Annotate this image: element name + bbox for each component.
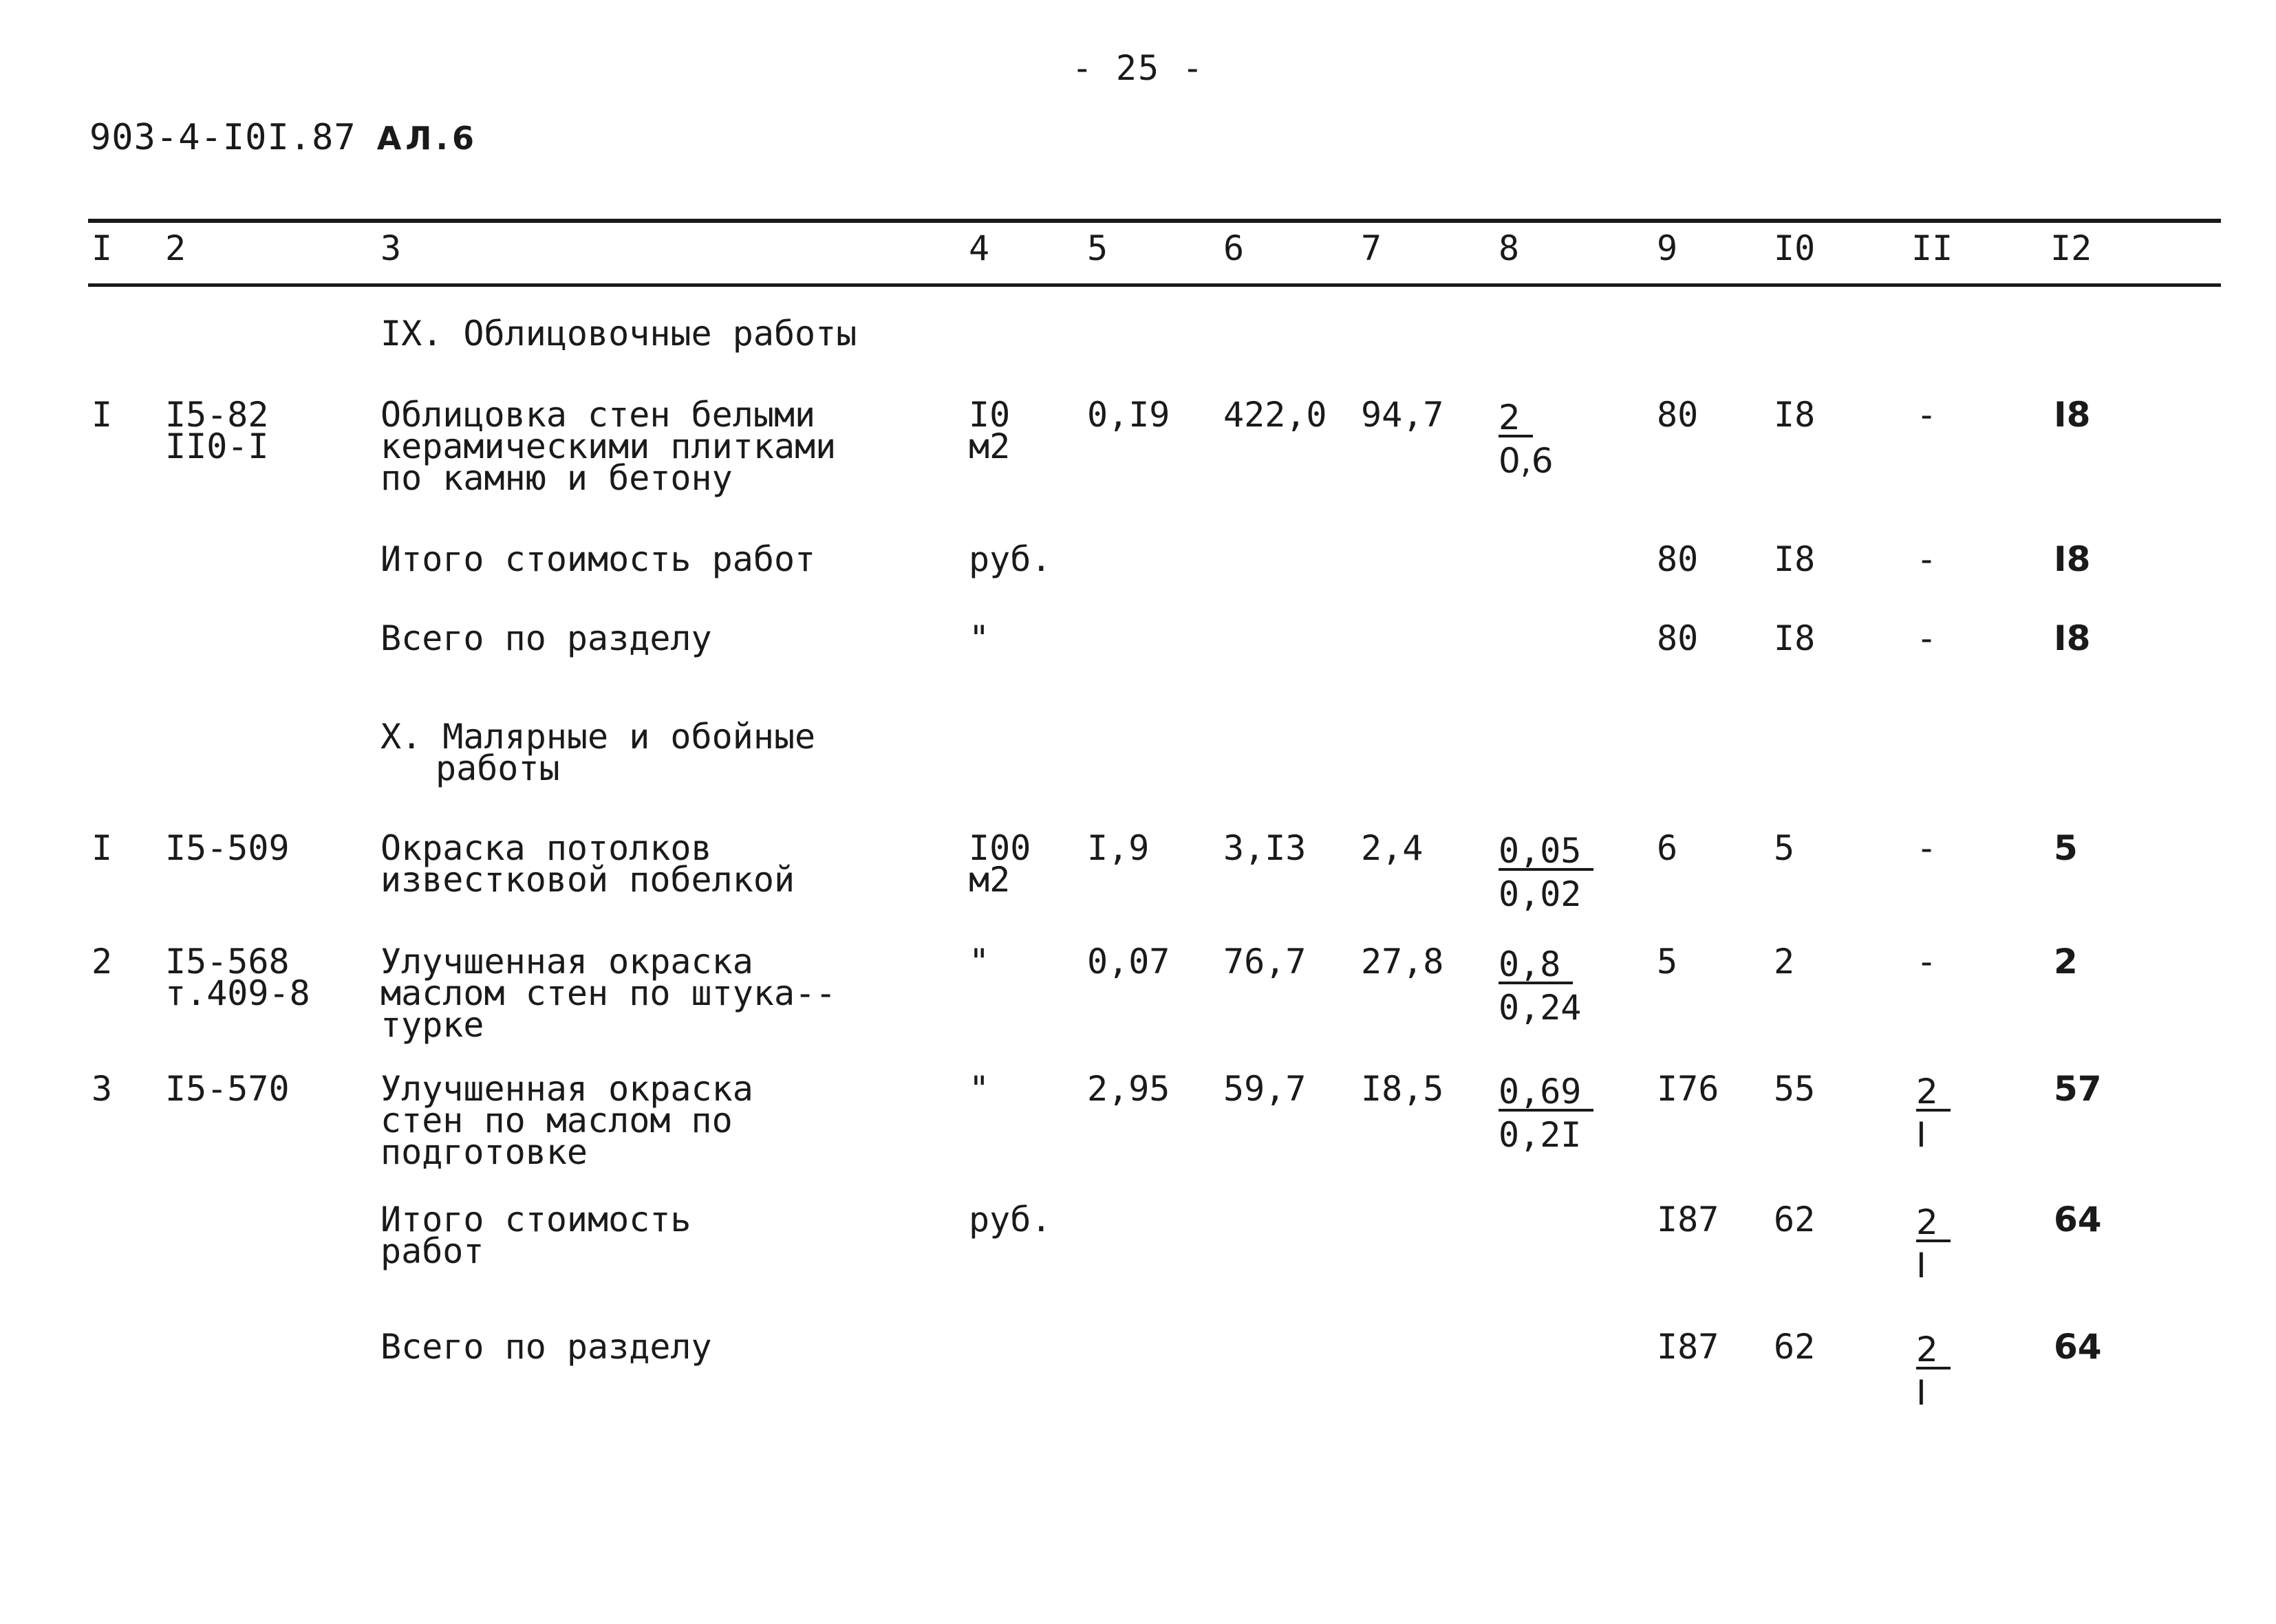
col10-value: 62 [1774, 1200, 1816, 1239]
unit: I0 м2 [969, 395, 1011, 466]
col11-value: - [1916, 828, 1937, 868]
col11-fraction: $\frac{2}{I}$ [1916, 1072, 1951, 1154]
col11-value: - [1916, 942, 1937, 982]
work-description: Улучшенная окраска маслом стен по штука-- турке [380, 942, 837, 1045]
rate-code: I5-82 II0-I [165, 395, 269, 466]
col12-value: 5 [2054, 828, 2078, 868]
unit: I00 м2 [969, 828, 1031, 900]
document-code [89, 117, 478, 158]
col9-value: 5 [1657, 942, 1678, 982]
column-header: 6 [1223, 228, 1245, 268]
col9-value: I76 [1657, 1069, 1719, 1109]
work-description: Облицовка стен белыми керамическими плитками по камню и бетону [380, 395, 837, 498]
quantity: I,9 [1087, 828, 1150, 868]
col7-value: I8,5 [1361, 1069, 1444, 1109]
column-header: I2 [2050, 228, 2092, 268]
document-code-text: 903-4-I0I.87 [89, 117, 356, 158]
column-header: 9 [1657, 228, 1678, 268]
col10-value: I8 [1774, 539, 1816, 579]
column-header: 4 [969, 228, 990, 268]
column-header: 8 [1499, 228, 1520, 268]
col7-value: 2,4 [1361, 828, 1424, 868]
subtotal-label: Итого стоимость работ [380, 1200, 691, 1271]
row-number: 2 [92, 942, 113, 982]
column-header: 7 [1361, 228, 1382, 268]
col12-value: I8 [2054, 618, 2091, 658]
column-header: 5 [1087, 228, 1108, 268]
total-label: Всего по разделу [380, 1327, 712, 1367]
rate-code: I5-570 [165, 1069, 290, 1109]
col10-value: 62 [1774, 1327, 1816, 1367]
total-unit: " [969, 618, 990, 658]
col10-value: I8 [1774, 618, 1816, 658]
col11-value: - [1916, 618, 1937, 658]
row-number: I [92, 395, 113, 435]
subtotal-label: Итого стоимость работ [380, 539, 816, 579]
rate-code: I5-509 [165, 828, 290, 868]
col12-value: 64 [2054, 1327, 2102, 1367]
col12-value: I8 [2054, 539, 2091, 579]
quantity: 2,95 [1087, 1069, 1170, 1109]
unit-price: 3,I3 [1223, 828, 1307, 868]
subtotal-unit: руб. [969, 539, 1052, 579]
col9-value: 80 [1657, 618, 1699, 658]
col9-value: I87 [1657, 1200, 1719, 1239]
col10-value: I8 [1774, 395, 1816, 435]
column-header: II [1911, 228, 1953, 268]
row-number: I [92, 828, 113, 868]
col12-value: I8 [2054, 395, 2091, 435]
col12-value: 64 [2054, 1200, 2102, 1239]
work-description: Улучшенная окраска стен по маслом по подготовке [380, 1069, 753, 1172]
total-label: Всего по разделу [380, 618, 712, 658]
subtotal-unit: руб. [969, 1200, 1052, 1239]
handwritten-mark: АЛ.6 [376, 120, 478, 157]
row-number: 3 [92, 1069, 113, 1109]
col12-value: 2 [2054, 942, 2078, 982]
page-number: - 25 - [1071, 48, 1205, 88]
work-description: Окраска потолков известковой побелкой [380, 828, 795, 900]
col8-fraction: $\frac{0,05}{0,02}$ [1499, 831, 1593, 913]
col10-value: 2 [1774, 942, 1795, 982]
rate-code: I5-568 т.409-8 [165, 942, 310, 1013]
col12-value: 57 [2054, 1069, 2102, 1109]
unit-price: 76,7 [1223, 942, 1307, 982]
col11-value: - [1916, 539, 1937, 579]
quantity: 0,07 [1087, 942, 1170, 982]
table-top-rule [88, 219, 2221, 223]
col8-fraction: $\frac{0,69}{0,2I}$ [1499, 1072, 1593, 1154]
table-header-rule [88, 283, 2221, 287]
section-title: IX. Облицовочные работы [380, 314, 857, 354]
quantity: 0,I9 [1087, 395, 1170, 435]
col10-value: 55 [1774, 1069, 1816, 1109]
col9-value: 6 [1657, 828, 1678, 868]
unit-price: 422,0 [1223, 395, 1327, 435]
unit-price: 59,7 [1223, 1069, 1307, 1109]
col8-fraction: $\frac{0,8}{0,24}$ [1499, 944, 1582, 1028]
col11-value: - [1916, 395, 1937, 435]
col11-fraction: $\frac{2}{I}$ [1916, 1202, 1951, 1285]
col8-fraction: $\frac{2}{0,6}$ [1499, 398, 1554, 481]
col7-value: 94,7 [1361, 395, 1444, 435]
section-title: X. Малярные и обойные работы [380, 717, 816, 788]
col9-value: I87 [1657, 1327, 1719, 1367]
column-header: 2 [165, 228, 186, 268]
col9-value: 80 [1657, 539, 1699, 579]
unit: " [969, 942, 990, 982]
col10-value: 5 [1774, 828, 1795, 868]
column-header: I0 [1774, 228, 1816, 268]
col7-value: 27,8 [1361, 942, 1444, 982]
unit: " [969, 1069, 990, 1109]
col9-value: 80 [1657, 395, 1699, 435]
column-header: I [92, 228, 113, 268]
column-header: 3 [380, 228, 402, 268]
col11-fraction: $\frac{2}{I}$ [1916, 1330, 1951, 1412]
